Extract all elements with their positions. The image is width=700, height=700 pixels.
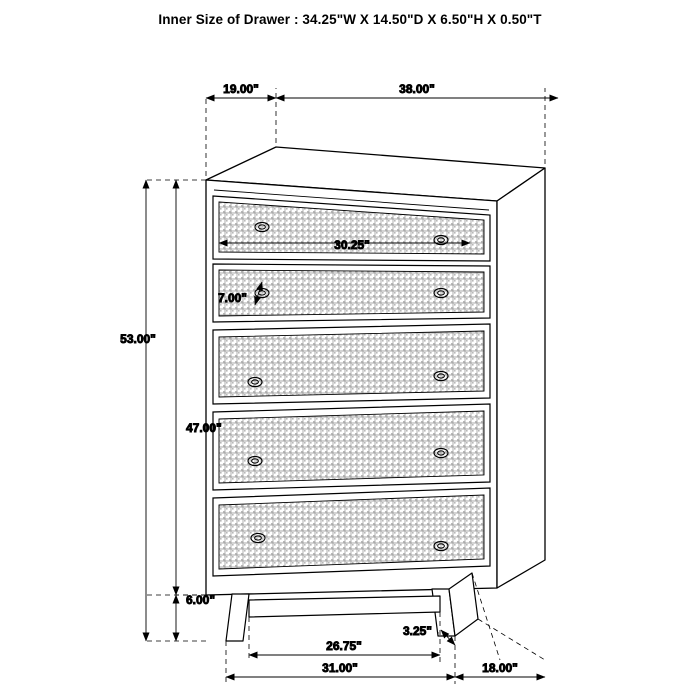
page-title: Inner Size of Drawer : 34.25"W X 14.50"D X 6.50"H X 0.50"T bbox=[158, 12, 542, 27]
drawer-3[interactable] bbox=[213, 324, 490, 404]
dim-total-height: 53.00" bbox=[120, 332, 156, 346]
drawer-2[interactable] bbox=[213, 264, 490, 322]
dim-width-top: 38.00" bbox=[399, 82, 435, 96]
drawer-5[interactable] bbox=[213, 488, 490, 576]
dim-base-depth: 18.00" bbox=[482, 661, 518, 675]
dim-depth-top: 19.00" bbox=[223, 82, 259, 96]
dim-base-rail-width: 26.75" bbox=[326, 639, 362, 653]
dim-leg-thickness: 3.25" bbox=[402, 624, 432, 638]
dim-base-width: 31.00" bbox=[322, 661, 358, 675]
dim-leg-height: 6.00" bbox=[186, 593, 216, 607]
drawer-stack bbox=[213, 196, 490, 576]
dim-drawer-width: 30.25" bbox=[334, 238, 370, 252]
drawer-4[interactable] bbox=[213, 404, 490, 490]
dim-drawer-height: 7.00" bbox=[217, 291, 247, 305]
dim-cabinet-height: 47.00" bbox=[186, 421, 222, 435]
